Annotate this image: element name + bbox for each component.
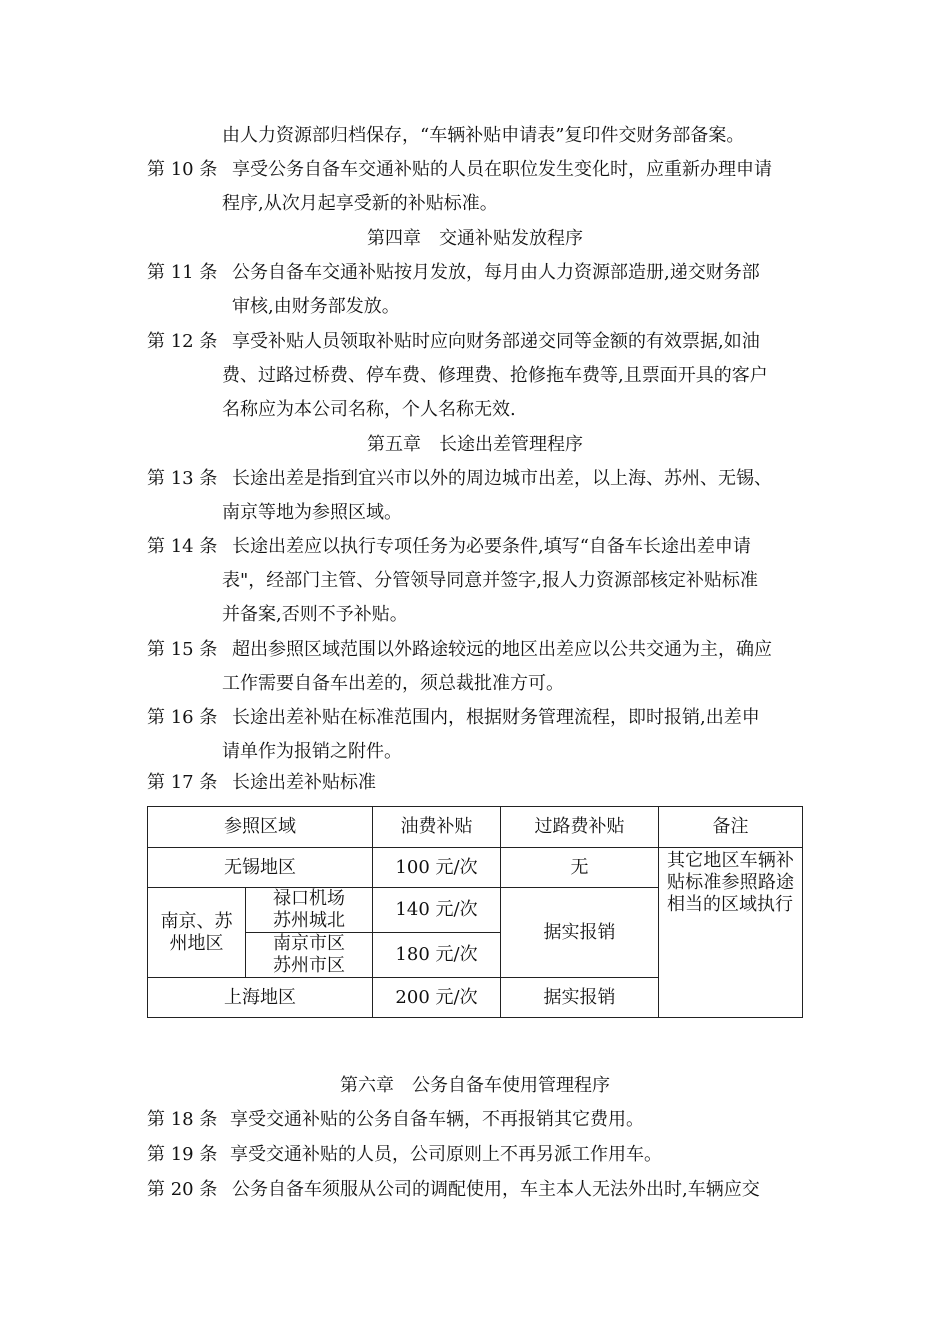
article-label: 第 17 条 [147, 772, 218, 793]
cell-fuel: 100 元/次 [373, 848, 501, 888]
text-line: 由人力资源部归档保存，“车辆补贴申请表”复印件交财务部备案。 [222, 125, 745, 146]
article-label: 第 11 条 [147, 262, 218, 283]
chapter-heading: 第六章 公务自备车使用管理程序 [340, 1075, 610, 1096]
cell-region-group [148, 888, 246, 978]
text-line: 长途出差补贴标准 [232, 772, 376, 793]
article-label: 第 20 条 [147, 1179, 218, 1200]
text-line: 南京等地为参照区域。 [222, 502, 402, 523]
header-remark: 备注 [659, 807, 803, 848]
text-line: 享受公务自备车交通补贴的人员在职位发生变化时，应重新办理申请 [232, 159, 772, 180]
text-line: 名称应为本公司名称，个人名称无效. [222, 399, 516, 420]
text-line: 享受补贴人员领取补贴时应向财务部递交同等金额的有效票据,如油 [232, 331, 760, 352]
article-label: 第 12 条 [147, 331, 218, 352]
subregion-line: 南京市区 [273, 933, 345, 954]
text-line: 费、过路过桥费、停车费、修理费、抢修拖车费等,且票面开具的客户 [222, 365, 768, 386]
article-label: 第 14 条 [147, 536, 218, 557]
region-line: 州地区 [169, 932, 224, 954]
cell-remark: 其它地区车辆补贴标准参照路途相当的区域执行 [659, 848, 803, 1018]
text-line: 工作需要自备车出差的，须总裁批准方可。 [222, 673, 564, 694]
chapter-heading: 第四章 交通补贴发放程序 [367, 228, 583, 249]
subsidy-table [147, 806, 803, 1018]
cell-region: 无锡地区 [148, 848, 373, 888]
table-header-row [148, 807, 803, 848]
text-line: 超出参照区域范围以外路途较远的地区出差应以公共交通为主，确应 [232, 639, 772, 660]
text-line: 请单作为报销之附件。 [222, 741, 402, 762]
text-line: 长途出差是指到宜兴市以外的周边城市出差，以上海、苏州、无锡、 [232, 468, 772, 489]
text-line: 享受交通补贴的人员，公司原则上不再另派工作用车。 [230, 1144, 662, 1165]
article-label: 第 16 条 [147, 707, 218, 728]
text-line: 公务自备车交通补贴按月发放，每月由人力资源部造册,递交财务部 [232, 262, 760, 283]
cell-fuel: 200 元/次 [373, 978, 501, 1018]
cell-toll: 据实报销 [501, 888, 659, 978]
subregion-line: 禄口机场 [273, 888, 345, 909]
cell-subregion [246, 888, 373, 933]
article-label: 第 13 条 [147, 468, 218, 489]
header-region: 参照区域 [148, 807, 373, 848]
cell-toll: 无 [501, 848, 659, 888]
text-line: 表"，经部门主管、分管领导同意并签字,报人力资源部核定补贴标准 [222, 570, 758, 591]
article-label: 第 15 条 [147, 639, 218, 660]
cell-fuel: 180 元/次 [373, 933, 501, 978]
article-label: 第 10 条 [147, 159, 218, 180]
article-label: 第 19 条 [147, 1144, 218, 1165]
chapter-heading: 第五章 长途出差管理程序 [367, 434, 583, 455]
text-line: 公务自备车须服从公司的调配使用，车主本人无法外出时,车辆应交 [232, 1179, 760, 1200]
subregion-line: 苏州市区 [273, 955, 345, 976]
cell-toll: 据实报销 [501, 978, 659, 1018]
text-line: 长途出差应以执行专项任务为必要条件,填写“自备车长途出差申请 [232, 536, 751, 557]
text-line: 并备案,否则不予补贴。 [222, 604, 408, 625]
header-toll: 过路费补贴 [501, 807, 659, 848]
subregion-line: 苏州城北 [273, 910, 345, 931]
cell-subregion [246, 933, 373, 978]
header-fuel: 油费补贴 [373, 807, 501, 848]
cell-fuel: 140 元/次 [373, 888, 501, 933]
text-line: 审核,由财务部发放。 [232, 296, 400, 317]
table-row [148, 848, 803, 888]
region-line: 南京、苏 [160, 910, 233, 932]
text-line: 长途出差补贴在标准范围内，根据财务管理流程，即时报销,出差申 [232, 707, 760, 728]
text-line: 享受交通补贴的公务自备车辆，不再报销其它费用。 [230, 1109, 644, 1130]
article-label: 第 18 条 [147, 1109, 218, 1130]
text-line: 程序,从次月起享受新的补贴标准。 [222, 193, 498, 214]
cell-region: 上海地区 [148, 978, 373, 1018]
